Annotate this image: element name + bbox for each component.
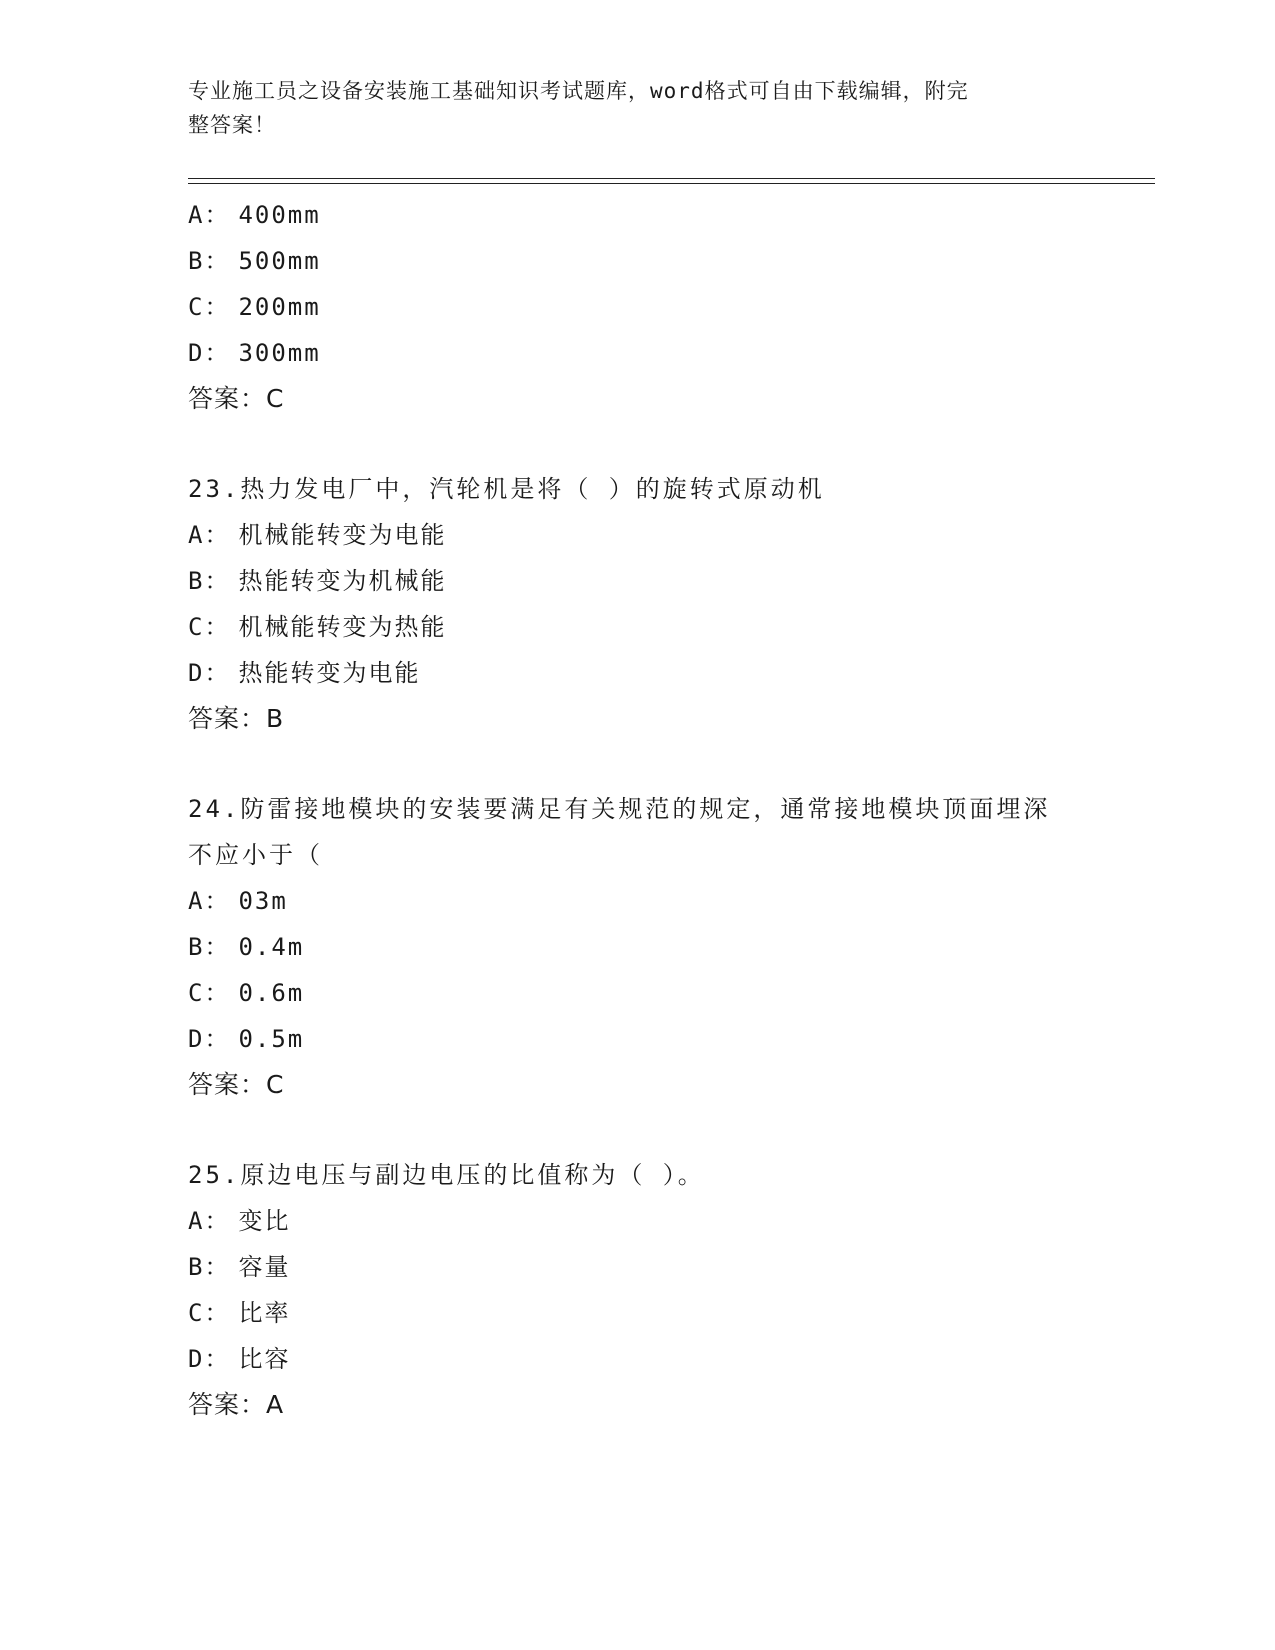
answer-line: 答案：C (188, 384, 285, 413)
option-b: B： 容量 (188, 1253, 291, 1281)
option-a: A： 400mm (188, 201, 321, 229)
question-25 (188, 1152, 1088, 1428)
question-22-continued (188, 192, 1088, 422)
option-b: B： 0.4m (188, 933, 305, 961)
option-d: D： 热能转变为电能 (188, 659, 421, 687)
option-c: C： 机械能转变为热能 (188, 613, 447, 641)
option-c: C： 0.6m (188, 979, 305, 1007)
option-c: C： 200mm (188, 293, 321, 321)
answer-line: 答案：A (188, 1390, 285, 1419)
option-d: D： 300mm (188, 339, 321, 367)
question-stem: 25.原边电压与副边电压的比值称为（ ）。 (188, 1161, 705, 1189)
header-divider-bottom (188, 183, 1155, 184)
question-list (188, 192, 1088, 1428)
option-b: B： 500mm (188, 247, 321, 275)
option-a: A： 变比 (188, 1207, 291, 1235)
option-a: A： 机械能转变为电能 (188, 521, 447, 549)
header-title-line-1: 专业施工员之设备安装施工基础知识考试题库，word格式可自由下载编辑，附完 (188, 79, 969, 103)
option-d: D： 0.5m (188, 1025, 305, 1053)
question-23 (188, 466, 1088, 742)
option-d: D： 比容 (188, 1345, 291, 1373)
question-stem: 24.防雷接地模块的安装要满足有关规范的规定，通常接地模块顶面埋深不应小于（ (188, 795, 1051, 869)
answer-line: 答案：C (188, 1070, 285, 1099)
header-divider-top (188, 178, 1155, 179)
option-c: C： 比率 (188, 1299, 291, 1327)
document-header (188, 74, 1078, 142)
question-24 (188, 786, 1088, 1108)
answer-line: 答案：B (188, 704, 285, 733)
option-a: A： 03m (188, 887, 288, 915)
question-stem: 23.热力发电厂中，汽轮机是将（ ）的旋转式原动机 (188, 475, 825, 503)
header-title-line-2: 整答案！ (188, 113, 276, 137)
option-b: B： 热能转变为机械能 (188, 567, 447, 595)
